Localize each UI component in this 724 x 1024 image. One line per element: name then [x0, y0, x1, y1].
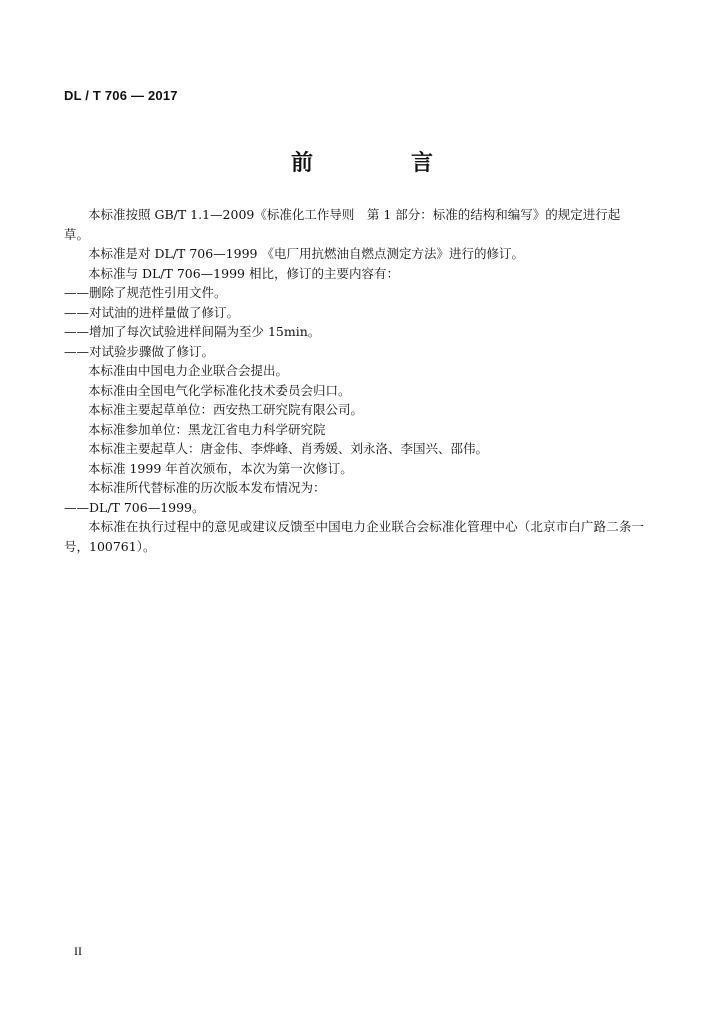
- list-item-change-1: ——删除了规范性引用文件。: [64, 285, 227, 300]
- paragraph-drafters: 本标准主要起草人：唐金伟、李烨峰、肖秀媛、刘永洛、李国兴、邵伟。: [88, 441, 489, 456]
- page-title: 前 言: [290, 151, 471, 176]
- paragraph-drafting-unit: 本标准主要起草单位：西安热工研究院有限公司。: [88, 402, 364, 417]
- paragraph-proposed-by: 本标准由中国电力企业联合会提出。: [88, 363, 289, 378]
- paragraph-managed-by: 本标准由全国电气化学标准化技术委员会归口。: [88, 382, 351, 398]
- paragraph-participating-unit: 本标准参加单位：黑龙江省电力科学研究院: [88, 421, 326, 437]
- paragraph-drafting-basis: 本标准按照 GB/T 1.1—2009《标准化工作导则 第 1 部分：标准的结构和编写》的规定进行起草。: [64, 207, 621, 242]
- list-item-change-3: ——增加了每次试验进样间隔为至少 15min。: [64, 324, 321, 339]
- standard-code-header: DL / T 706 — 2017: [64, 88, 178, 103]
- list-item-change-2: ——对试油的进样量做了修订。: [64, 304, 240, 320]
- foreword-body: [64, 205, 644, 556]
- paragraph-main-changes-intro: 本标准与 DL/T 706—1999 相比，修订的主要内容有：: [88, 265, 399, 281]
- paragraph-first-issued: 本标准 1999 年首次颁布，本次为第一次修订。: [88, 460, 353, 476]
- paragraph-feedback: 本标准在执行过程中的意见或建议反馈至中国电力企业联合会标准化管理中心（北京市白广路二条一号，100761）。: [64, 519, 644, 554]
- list-item-replaced-version: ——DL/T 706—1999。: [64, 499, 205, 515]
- page-number: II: [74, 944, 82, 958]
- paragraph-replaced-versions-intro: 本标准所代替标准的历次版本发布情况为：: [88, 480, 326, 495]
- paragraph-revision-of: 本标准是对 DL/T 706—1999 《电厂用抗燃油自燃点测定方法》进行的修订。: [88, 246, 524, 261]
- list-item-change-4: ——对试验步骤做了修订。: [64, 343, 215, 359]
